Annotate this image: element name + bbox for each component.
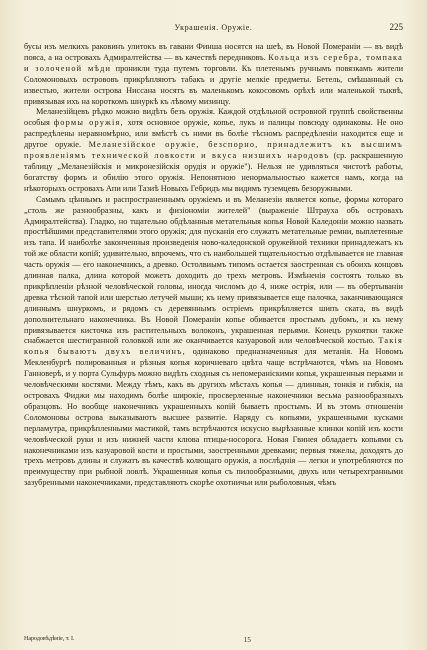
sheet-number: 15	[243, 636, 251, 644]
paragraph-2-emphasis-technique: Меланезійское оружіе, безспорно, принадлежитъ къ высшимъ проявленіямъ технической ловкости и вкуса низшихъ народовъ	[24, 140, 404, 161]
running-head: Украшенія. Оружіе.	[174, 23, 253, 32]
paragraph-3-text-c: одинаково предназначенныя для метанія. На Новомъ Мекленбургѣ полированныя и рѣзныя копья коричневаго цвѣта чаще встрѣчаются, чѣмъ на Новомъ Ганноверѣ, и у порта Сульфуръ можно видѣть сходныя съ непомераніскими копья, украшенныя перьями и человѣческими костями. Между тѣмъ, какъ въ другихъ мѣстахъ копья — длинныя, тонкія и гибкія, на островахъ Фиджи мы находимъ болѣе широкіе, просверленные наконечники весьма разнообразныхъ образцовъ. Но вообще наконечникъ украшенныхъ копій бываетъ простымъ. И въ этомъ отношеніи Соломоновы острова выказываютъ высшее развитіе. Наряду съ копьями, украшенными кусками перламутра, прикрѣпленными мастикой, тамъ встрѣчаются искусно вырѣзанные клинки копій изъ кости человѣческой руки и изъ нижней части клюва птицы-носорога. Новая Гвинея обладаетъ копьями съ наконечниками изъ казуаровой кости и простыми, заостренными древками; первыя тяжелы, доходятъ до трехъ метровъ длины и служатъ въ качествѣ колющаго оружія, а послѣднія — легки и употребляются по преимуществу при рыбной ловлѣ. Украшенныя копья съ пилообразными, двухъ или четырехгранными зазубренными наконечниками, представляютъ скорѣе охотничьи или рыболовныя, чѣмъ	[24, 347, 403, 488]
paragraph-2-emphasis-weapons: формы оружія,	[53, 118, 124, 128]
paragraph-1-text-c: проникли туда путемъ торговли. Къ плетенымъ ручнымъ повязкамъ жители Соломоновыхъ острововъ прикрѣпляютъ табакъ и другіе мелкіе предметы. Бетель, смѣшанный съ известью, жители острова Ниссана носятъ въ маленькомъ кокосовомъ орѣхѣ или маленькой тыквѣ, привязывая ихъ на короткомъ шнуркѣ къ лѣвому мизинцу.	[24, 63, 404, 106]
printer-signature: Народовѣдѣніе, т. I.	[24, 636, 75, 642]
page-footer	[24, 636, 403, 646]
paragraph-3	[24, 195, 403, 489]
paragraph-1	[24, 42, 403, 107]
paragraph-2-text-a: Меланезійцевъ рѣдко можно видѣть безъ оружія. Каждой отдѣльной островной группѣ свойственны особыя	[24, 107, 403, 128]
paragraph-2-text-e: (ср. раскрашенную таблицу „Меланезійскія и микронезійскія орудія и оружіе"). Нельзя не удивляться чистотѣ работы, богатству формъ и обилію этого оружія. Непонятною ненормальностью кажется намъ, когда на нѣкоторыхъ островахъ Апи или Тазиѣ Новыхъ Гебридъ мы видимъ туземцевъ безоружными.	[24, 151, 404, 193]
paragraph-1-emphasis: Кольца изъ серебра, томпака и золоченой мѣди	[24, 52, 404, 73]
paragraph-3-emphasis: Такія копья бываютъ двухъ величинъ,	[24, 336, 404, 357]
paragraph-3-text-a: Самымъ цѣннымъ и распространеннымъ оружіемъ и въ Меланезіи является копье, формы котораго „столь же разнообразны, какъ и физіономіи жителей" (выраженіе Штрауха объ островахъ Адмиралтейства). Гладко, но тщательно обдѣланныя метательныя копья Новой Каледоніи можно назвать простѣйшими представителями этого оружія; для пусканія его служатъ метательные ремни, выплетенные изъ тапа. И наиболѣе законченныя произведенія ново-каледонской оружейной техники принадлежатъ къ той же области копій; удивительно, впрочемъ, что съ наибольшей тщательностью отдѣлывается не главная часть оружія — его наконечникъ, а древко. Остолвиымъ типомъ остается заостренная съ обоихъ концовъ длинная палка, длина которой можетъ доходить до трехъ метровъ. Измѣненія состоятъ только въ прикрѣпленіи рѣзной человѣческой головы, иногда числомъ до 4, ниже острія, или — въ обертываніи древка тѣсной тапой или шерстью летучей мыши; къ нему привязывается еще палочка, заканчивающаяся длиннымъ шнуркомъ, и рядомъ съ деревяннымъ остріемъ прикрѣпляется шипъ ската, въ видѣ дополнительнаго наконечника. Въ Новой Помераніи копье обивается простымъ дубомъ, и къ нему привязывается кисточка изъ растительныхъ волоконъ, украшенная перьями. Конецъ рукоятки также снабжается шестигранной головкой или же оканчивается казуаровой или человѣческой костью.	[24, 194, 403, 346]
paragraph-2	[24, 107, 403, 194]
paragraph-2-text-c: хотя основное оружіе, копье, лукъ и палицы повсюду одинаковы. Не оно распредѣлены неравномѣрно, или вмѣстѣ съ ними въ болѣе тѣсномъ распредѣленіи находится еще и другое оружіе.	[24, 118, 404, 150]
page-header	[24, 22, 403, 36]
paragraph-1-text-a: бусы изъ мелкихъ раковинъ улитокъ въ гавани Финша носятся на шеѣ, въ Новой Помераніи — въ видѣ пояса, а на островахъ Адмиралтейства — въ качествѣ передниковъ.	[24, 42, 403, 62]
body-text	[24, 42, 403, 489]
page-number: 225	[389, 22, 403, 32]
